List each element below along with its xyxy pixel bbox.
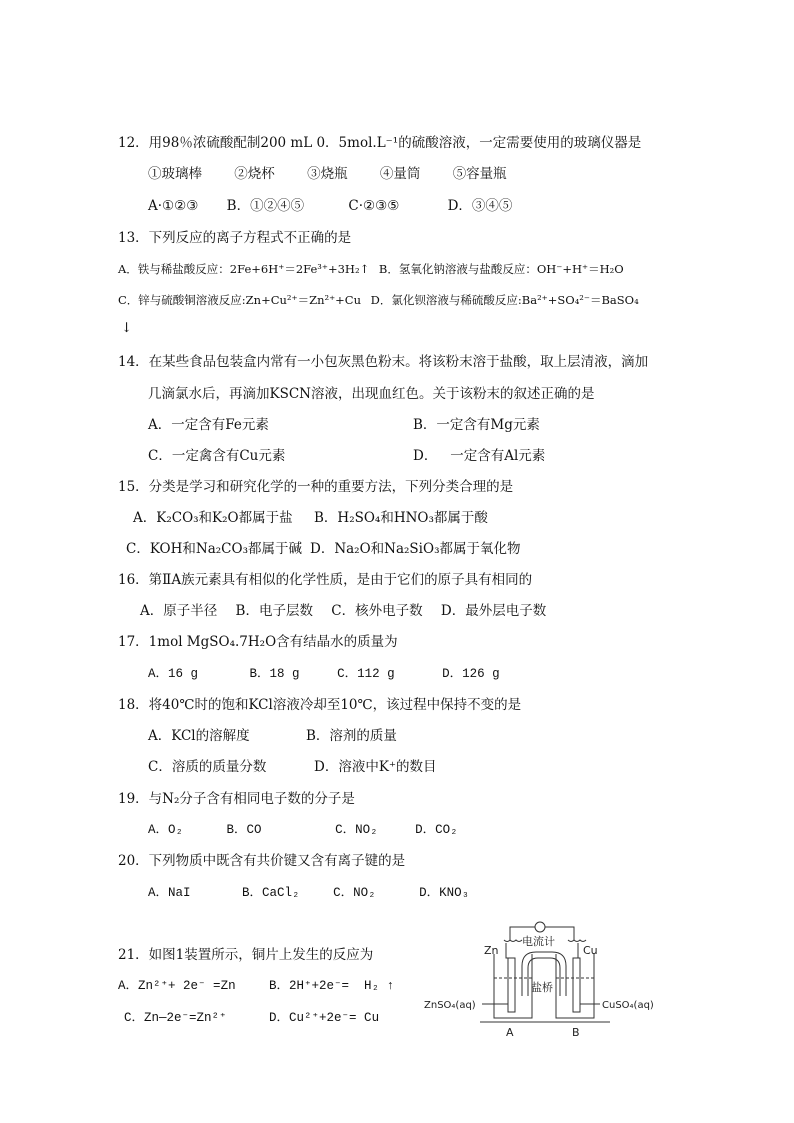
q12-option-d: D．③④⑤ xyxy=(447,198,513,214)
q14-option-c: C．一定禽含有Cu元素 xyxy=(148,448,286,464)
q13-stem: 13．下列反应的离子方程式不正确的是 xyxy=(118,230,352,246)
spring-left-icon xyxy=(504,940,522,942)
q16-option-b: B．电子层数 xyxy=(235,603,313,619)
q13-option-d: D．氯化钡溶液与稀硫酸反应:Ba²⁺+SO₄²⁻＝BaSO₄ xyxy=(370,293,639,307)
q19-option-a: A．O₂ xyxy=(148,823,184,837)
q19-options xyxy=(148,822,458,838)
q19-option-d: D．CO₂ xyxy=(415,823,458,837)
q14-stem-line2: 几滴氯水后，再滴加KSCN溶液，出现血红色。关于该粉末的叙述正确的是 xyxy=(148,386,595,402)
q19-option-c: C．NO₂ xyxy=(335,823,378,837)
q21-option-a: A．Zn²⁺+ 2e⁻ =Zn xyxy=(118,979,236,993)
q17-option-c: C．112 g xyxy=(337,667,395,681)
galvanic-cell-figure xyxy=(424,918,668,1040)
cu-label: Cu xyxy=(583,944,598,957)
q16-stem: 16．第ⅡA族元素具有相似的化学性质，是由于它们的原子具有相同的 xyxy=(118,572,533,588)
beaker-a xyxy=(494,954,532,1018)
q20-option-d: D．KNO₃ xyxy=(419,886,470,900)
galvanometer-icon xyxy=(535,922,545,932)
q12-option-a: A·①②③ xyxy=(148,198,199,214)
q14-stem-line1: 14．在某些食品包装盒内常有一小包灰黑色粉末。将该粉末溶于盐酸，取上层清液，滴加 xyxy=(118,354,649,370)
q12-item-3: ③烧瓶 xyxy=(307,166,348,182)
q12-option-c: C·②③⑤ xyxy=(348,198,400,214)
right-solution-label: CuSO₄(aq) xyxy=(602,1000,654,1011)
q15-stem: 15．分类是学习和研究化学的一种的重要方法，下列分类合理的是 xyxy=(118,479,514,495)
q13-option-b: B．氢氧化钠溶液与盐酸反应：OH⁻+H⁺＝H₂O xyxy=(378,262,624,276)
q16-option-d: D．最外层电子数 xyxy=(440,603,547,619)
q12-option-b: B．①②④⑤ xyxy=(226,198,305,214)
zn-electrode xyxy=(508,958,515,1012)
q16-option-c: C．核外电子数 xyxy=(331,603,423,619)
q12-options xyxy=(148,198,512,214)
q14-option-b: B．一定含有Mg元素 xyxy=(413,417,540,433)
q13-option-c: C．锌与硫酸铜溶液反应:Zn+Cu²⁺＝Zn²⁺+Cu xyxy=(118,293,362,307)
q12-item-2: ②烧杯 xyxy=(234,166,275,182)
q18-option-b: B．溶剂的质量 xyxy=(306,728,397,744)
q17-option-d: D．126 g xyxy=(442,667,500,681)
q15-option-a: A．K₂CO₃和K₂O都属于盐 xyxy=(133,510,293,526)
q19-stem: 19．与N₂分子含有相同电子数的分子是 xyxy=(118,791,355,807)
q21-option-c: C．Zn—2e⁻=Zn²⁺ xyxy=(124,1011,227,1025)
q15-option-d: D．Na₂O和Na₂SiO₃都属于氧化物 xyxy=(310,541,521,557)
beaker-a-label: A xyxy=(506,1026,514,1039)
q16-option-a: A．原子半径 xyxy=(140,603,218,619)
salt-bridge-label: 盐桥 xyxy=(531,981,553,994)
q20-stem: 20．下列物质中既含有共价键又含有离子键的是 xyxy=(118,853,406,869)
q12-item-4: ④量筒 xyxy=(379,166,421,182)
q13-row2 xyxy=(118,292,639,308)
q18-stem: 18．将40℃时的饱和KCl溶液冷却至10℃，该过程中保持不变的是 xyxy=(118,697,522,713)
q14-option-d: D． 一定含有Al元素 xyxy=(413,448,546,464)
q13-row1 xyxy=(118,261,624,277)
q14-option-a: A．一定含有Fe元素 xyxy=(148,417,269,433)
meter-label: 电流计 xyxy=(522,935,555,948)
q21-option-b: B．2H⁺+2e⁻= H₂ ↑ xyxy=(269,979,395,993)
q13-option-a: A．铁与稀盐酸反应：2Fe+6H⁺＝2Fe³⁺+3H₂↑ xyxy=(118,262,370,276)
left-solution-label: ZnSO₄(aq) xyxy=(424,1000,476,1011)
q15-option-c: C．KOH和Na₂CO₃都属于碱 xyxy=(126,541,302,557)
q20-option-c: C．NO₂ xyxy=(333,886,376,900)
q17-option-b: B．18 g xyxy=(249,667,300,681)
q20-option-b: B．CaCl₂ xyxy=(242,886,300,900)
q18-option-a: A．KCl的溶解度 xyxy=(148,728,250,744)
zn-label: Zn xyxy=(484,944,499,957)
q17-stem: 17．1mol MgSO₄.7H₂O含有结晶水的质量为 xyxy=(118,634,398,650)
beaker-b-label: B xyxy=(572,1026,580,1039)
beaker-b xyxy=(556,954,594,1018)
q17-option-a: A．16 g xyxy=(148,667,199,681)
q19-option-b: B．CO xyxy=(226,823,262,837)
q17-options xyxy=(148,666,500,682)
q15-option-b: B．H₂SO₄和HNO₃都属于酸 xyxy=(314,510,488,526)
spring-right-icon xyxy=(568,940,586,942)
q12-stem: 12．用98％浓硫酸配制200 mL 0．5mol.L⁻¹的硫酸溶液，一定需要使用的玻璃仪器是 xyxy=(118,135,642,151)
q20-option-a: A．NaI xyxy=(148,886,191,900)
q12-item-5: ⑤容量瓶 xyxy=(452,166,507,182)
q13-option-d-continued: ↓ xyxy=(121,320,133,336)
q18-option-c: C．溶质的质量分数 xyxy=(148,759,267,775)
q21-stem: 21．如图1装置所示，铜片上发生的反应为 xyxy=(118,947,374,963)
q20-options xyxy=(148,885,469,901)
q16-options xyxy=(140,603,546,619)
cu-electrode xyxy=(573,958,580,1012)
q12-items xyxy=(148,166,507,182)
q18-option-d: D．溶液中K⁺的数目 xyxy=(314,759,437,775)
q12-item-1: ①玻璃棒 xyxy=(148,166,202,182)
q21-option-d: D．Cu²⁺+2e⁻= Cu xyxy=(269,1011,380,1025)
